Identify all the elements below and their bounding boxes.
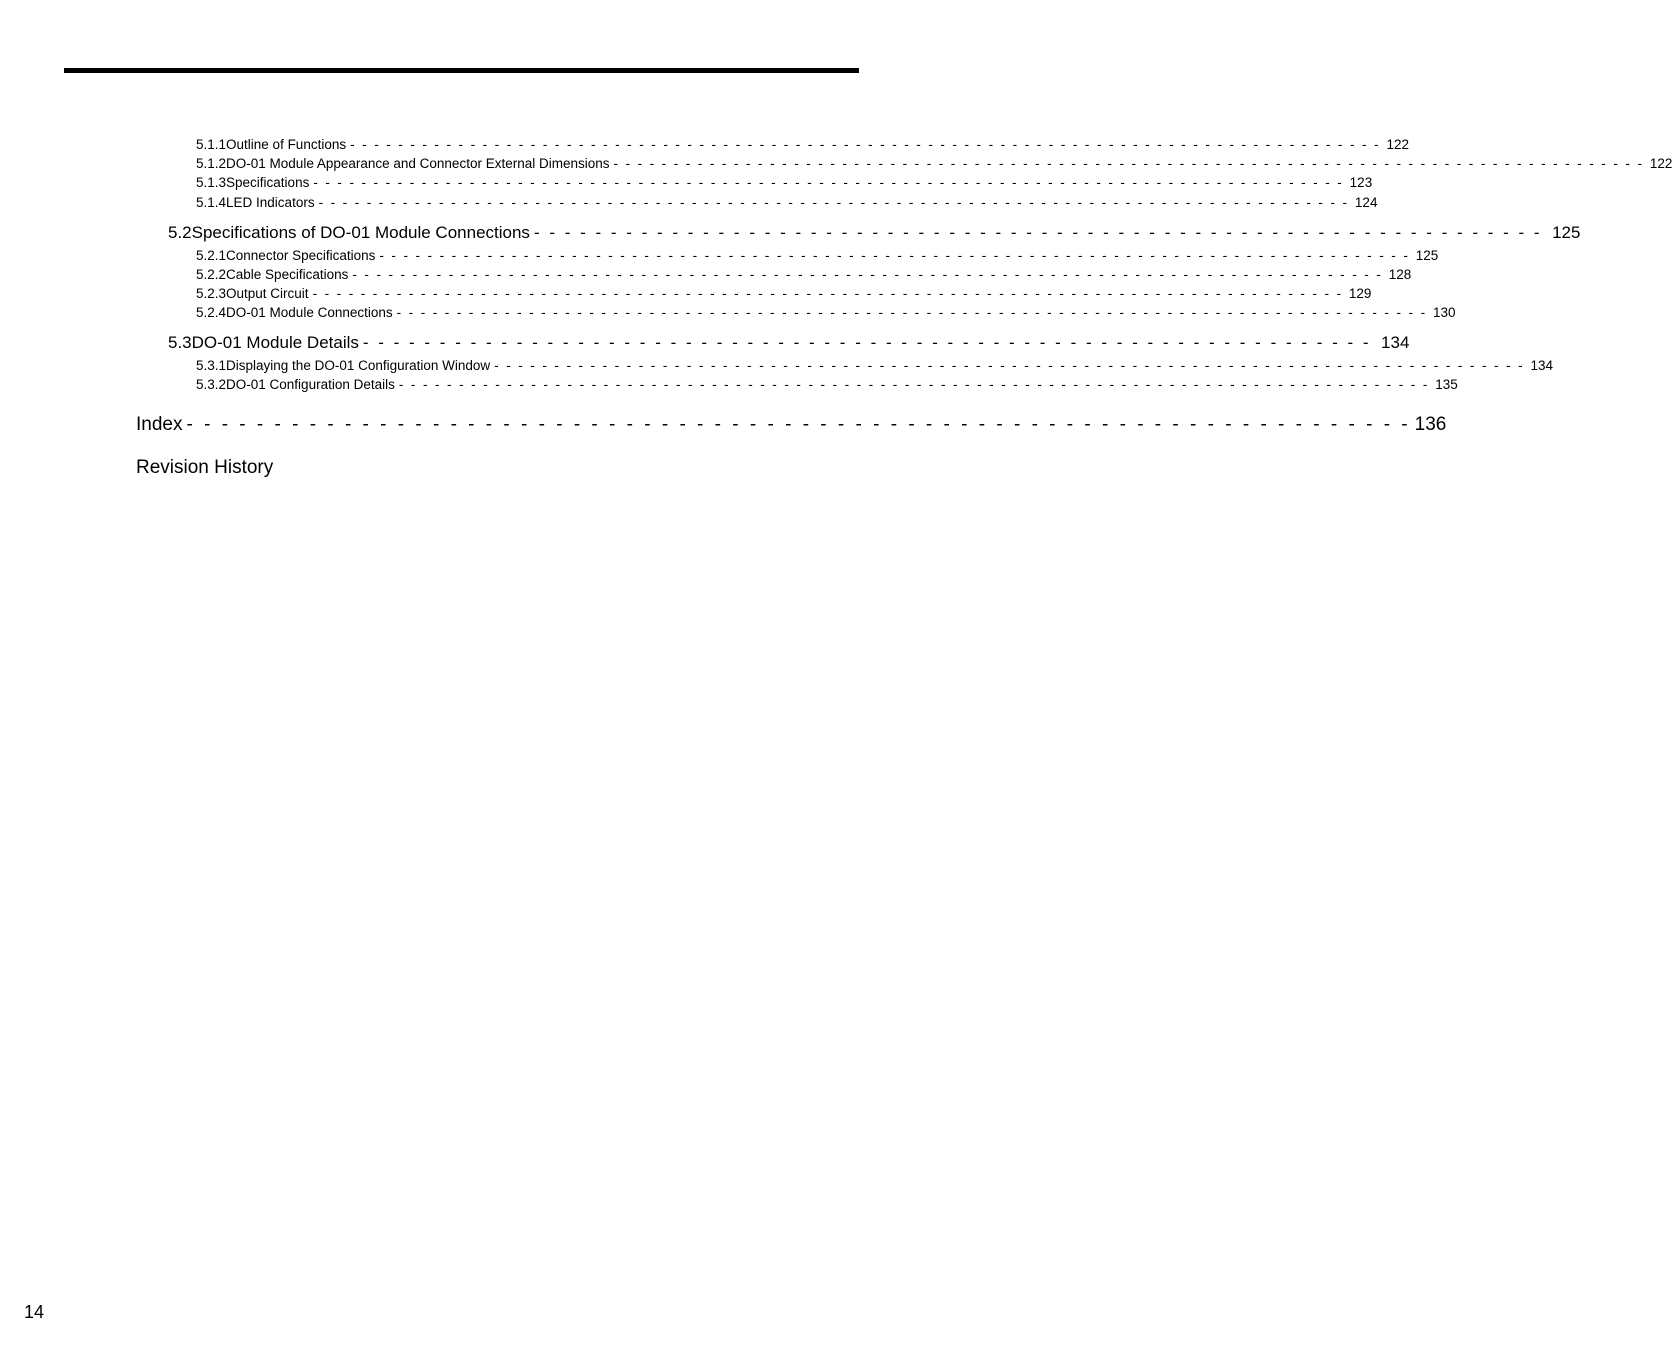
toc-entry-5-2-1[interactable]: [196, 248, 1439, 263]
dot-leader: - - - - - - - - - - - - - - - - - - - - - - - - - - - - - - - - - - - - - - - - - - - - - - - - - - - - - - - - - - - - - - - - - - - - - - - - - - - - - - - - - - - - - -: [379, 248, 1410, 263]
toc-entry-index[interactable]: [136, 414, 1447, 436]
toc-title: DO-01 Module Connections: [226, 305, 393, 320]
toc-title: Specifications: [226, 175, 310, 190]
dot-leader: - - - - - - - - - - - - - - - - - - - - - - - - - - - - - - - - - - - - - - - - - - - - - - - - - - - - - - - - - - - - - - - - - - - - - - - - - - - - - - - - - - - - - -: [313, 175, 1344, 190]
toc-entry-5-3[interactable]: [168, 333, 1410, 353]
toc-page: 123: [1349, 175, 1373, 190]
toc-number: 5.3.2: [196, 377, 227, 392]
toc-number: 5.1.3: [196, 175, 227, 190]
toc-title: Connector Specifications: [226, 248, 376, 263]
dot-leader: - - - - - - - - - - - - - - - - - - - - - - - - - - - - - - - - - - - - - - - - - - - - - - - - - - - - - - - - - - - - - - - - - - - - - - - - - - - - - - - - - - - - - -: [350, 137, 1381, 152]
toc-page: 128: [1388, 267, 1412, 282]
toc-page: 125: [1552, 223, 1581, 242]
dot-leader: - - - - - - - - - - - - - - - - - - - - - - - - - - - - - - - - - - - - - - - - - - - - - - - - - - - - - - - - - - - - - - - - - - - - - - - - - - - - - - - - - - - - - -: [396, 305, 1427, 320]
dot-leader: - - - - - - - - - - - - - - - - - - - - - - - - - - - - - - - - - - - - - - - - - - - - - - - - - - - - - - - - - - - - - - - - - -: [362, 333, 1372, 352]
toc-title: Outline of Functions: [226, 137, 347, 152]
toc-number: 5.2.3: [196, 286, 227, 301]
toc-entry-5-2[interactable]: [168, 223, 1581, 243]
toc-title: DO-01 Module Details: [191, 333, 359, 352]
toc-page: 136: [1414, 414, 1447, 435]
toc-page: 130: [1432, 305, 1456, 320]
toc-title: DO-01 Configuration Details: [226, 377, 395, 392]
toc-title: Index: [136, 414, 183, 435]
toc-entry-5-2-4[interactable]: [196, 305, 1456, 320]
toc-page: 122: [1649, 156, 1672, 171]
toc-page: 125: [1415, 248, 1439, 263]
toc-number: 5.1.1: [196, 137, 227, 152]
toc-entry-5-1-3[interactable]: [196, 175, 1373, 190]
toc-entry-5-1-1[interactable]: [196, 137, 1409, 152]
dot-leader: - - - - - - - - - - - - - - - - - - - - - - - - - - - - - - - - - - - - - - - - - - - - - - - - - - - - - - - - - - - - - - - - - - - - - - - - - - - - - - - - - - - - - -: [318, 195, 1349, 210]
page-number: 14: [24, 1302, 45, 1322]
toc-number: 5.2.4: [196, 305, 227, 320]
toc-number: 5.2.2: [196, 267, 227, 282]
dot-leader: - - - - - - - - - - - - - - - - - - - - - - - - - - - - - - - - - - - - - - - - - - - - - - - - - - - - - - - - - - - - - - - - - - - - - -: [186, 414, 1411, 435]
toc-entry-5-2-2[interactable]: [196, 267, 1412, 282]
toc-entry-revision-history[interactable]: Revision History: [136, 457, 274, 478]
toc-title: Specifications of DO-01 Module Connections: [191, 223, 530, 242]
toc-title: LED Indicators: [226, 195, 315, 210]
dot-leader: - - - - - - - - - - - - - - - - - - - - - - - - - - - - - - - - - - - - - - - - - - - - - - - - - - - - - - - - - - - - - - - - - - - - - - - - - - - - - - - - - - - - - -: [352, 267, 1383, 282]
toc-number: 5.2.1: [196, 248, 227, 263]
toc-page: 135: [1435, 377, 1458, 392]
toc-entry-5-3-1[interactable]: [196, 358, 1554, 373]
header-rule: [64, 68, 859, 73]
toc-number: 5.1.2: [196, 156, 227, 171]
toc-title: Cable Specifications: [226, 267, 349, 282]
toc-entry-5-3-2[interactable]: [196, 377, 1458, 392]
dot-leader: - - - - - - - - - - - - - - - - - - - - - - - - - - - - - - - - - - - - - - - - - - - - - - - - - - - - - - - - - - - - - - - - - -: [533, 223, 1543, 242]
toc-entry-5-1-4[interactable]: [196, 195, 1378, 210]
dot-leader: - - - - - - - - - - - - - - - - - - - - - - - - - - - - - - - - - - - - - - - - - - - - - - - - - - - - - - - - - - - - - - - - - - - - - - - - - - - - - - - - - - - - - -: [494, 358, 1525, 373]
toc-page: 134: [1381, 333, 1410, 352]
toc-entry-5-1-2[interactable]: [196, 156, 1672, 171]
toc-title: Displaying the DO-01 Configuration Window: [226, 358, 491, 373]
dot-leader: - - - - - - - - - - - - - - - - - - - - - - - - - - - - - - - - - - - - - - - - - - - - - - - - - - - - - - - - - - - - - - - - - - - - - - - - - - - - - - - - - - - - - -: [312, 286, 1343, 301]
toc-page: 129: [1348, 286, 1372, 301]
toc-page: 124: [1354, 195, 1378, 210]
toc-number: 5.3: [168, 333, 192, 352]
dot-leader: - - - - - - - - - - - - - - - - - - - - - - - - - - - - - - - - - - - - - - - - - - - - - - - - - - - - - - - - - - - - - - - - - - - - - - - - - - - - - - - - - - - - - -: [613, 156, 1644, 171]
toc-number: 5.2: [168, 223, 192, 242]
dot-leader: - - - - - - - - - - - - - - - - - - - - - - - - - - - - - - - - - - - - - - - - - - - - - - - - - - - - - - - - - - - - - - - - - - - - - - - - - - - - - - - - - - - - - -: [398, 377, 1430, 392]
toc-title: DO-01 Module Appearance and Connector External Dimensions: [226, 156, 610, 171]
toc-entry-5-2-3[interactable]: [196, 286, 1372, 301]
toc-number: 5.1.4: [196, 195, 227, 210]
toc-title: Output Circuit: [226, 286, 309, 301]
toc-number: 5.3.1: [196, 358, 227, 373]
toc-page: 134: [1530, 358, 1554, 373]
toc-page: 122: [1386, 137, 1409, 152]
